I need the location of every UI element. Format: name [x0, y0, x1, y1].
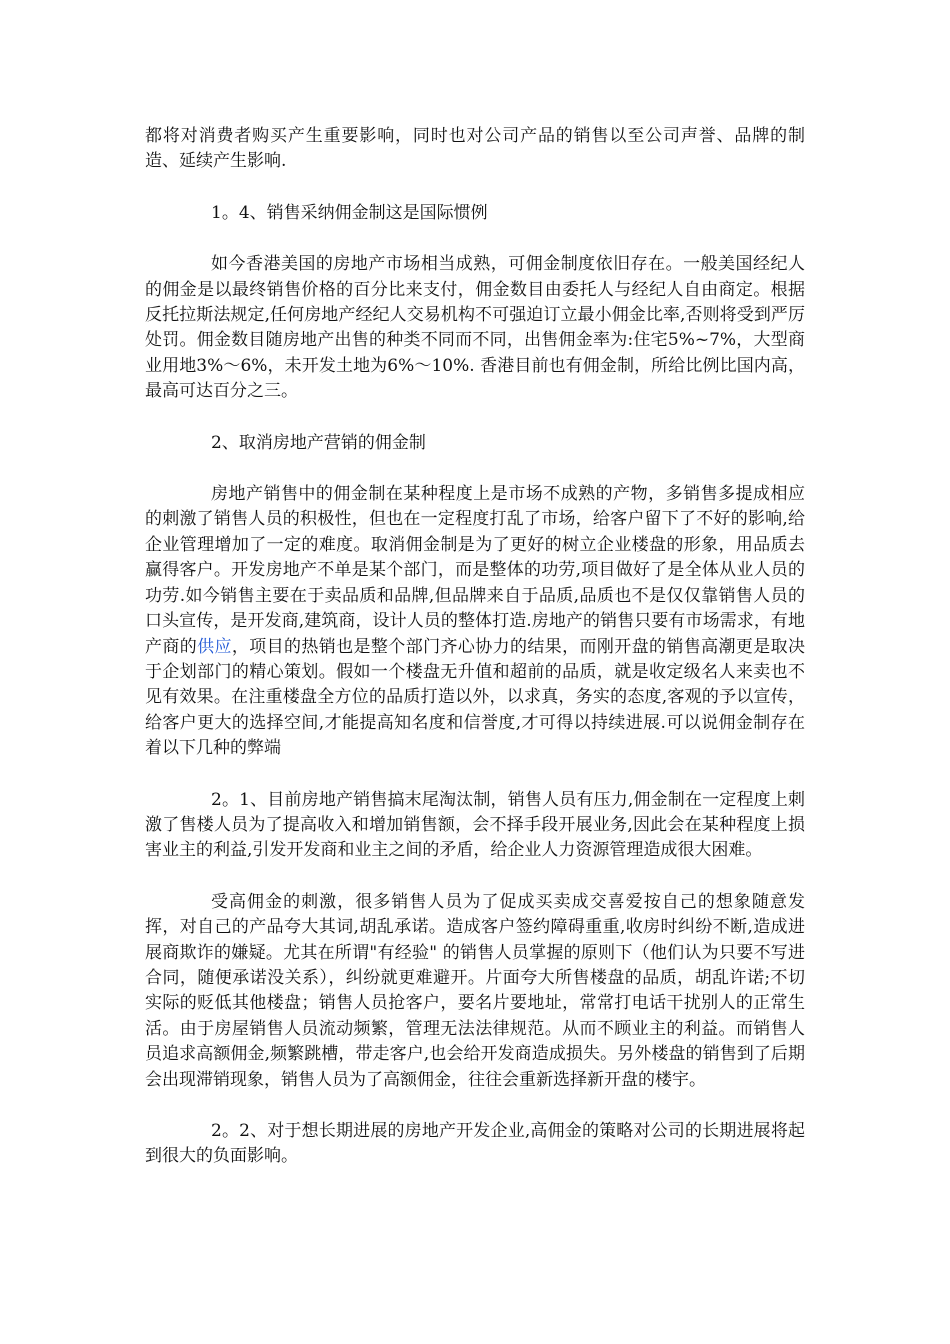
- paragraph-cancel-commission: [145, 482, 805, 761]
- paragraph-continuation: 都将对消费者购买产生重要影响，同时也对公司产品的销售以至公司声誉、品牌的制造、延续产生影响.: [145, 126, 805, 172]
- supply-link[interactable]: 供应: [197, 636, 232, 657]
- paragraph-text-part-1: 房地产销售中的佣金制在某种程度上是市场不成熟的产物，多销售多提成相应的刺激了销售人员的积极性，但也在一定程度打乱了市场，给客户留下了不好的影响,给企业管理增加了一定的难度。取消佣金制是为了更好的树立企业楼盘的形象，用品质去赢得客户。开发房地产不单是某个部门，而是整体的功劳,项目做好了是全体从业人员的功劳.如今销售主要在于卖品质和品牌,但品牌来自于品质,品质也不是仅仅靠销售人员的口头宣传，是开发商,建筑商，设计人员的整体打造.房地产的销售只要有市场需求，有地产商的: [145, 484, 805, 657]
- paragraph-2-2: 2。2、对于想长期进展的房地产开发企业,高佣金的策略对公司的长期进展将起到很大的负面影响。: [145, 1121, 805, 1167]
- paragraph-text-part-2: ，项目的热销也是整个部门齐心协力的结果，而刚开盘的销售高潮更是取决于企划部门的精心策划。假如一个楼盘无升值和超前的品质，就是收定级名人来卖也不见有效果。在注重楼盘全方位的品质打造以外，以求真，务实的态度,客观的予以宣传，给客户更大的选择空间,才能提高知名度和信誉度,才可得以持续进展.可以说佣金制存在着以下几种的弊端: [145, 636, 806, 759]
- paragraph-high-commission: 受高佣金的刺激，很多销售人员为了促成买卖成交喜爱按自己的想象随意发挥，对自己的产品夸大其词,胡乱承诺。造成客户签约障碍重重,收房时纠纷不断,造成进展商欺诈的嫌疑。尤其在所谓"有经验" 的销售人员掌握的原则下（他们认为只要不写进合同，随便承诺没关系），纠纷就更难避开。片面夸大所售楼盘的品质，胡乱许诺;不切实际的贬低其他楼盘；销售人员抢客户，要名片要地址，常常打电话干扰别人的正常生活。由于房屋销售人员流动频繁，管理无法法律规范。从而不顾业主的利益。而销售人员追求高额佣金,频繁跳槽，带走客户,也会给开发商造成损失。另外楼盘的销售到了后期会出现滞销现象，销售人员为了高额佣金，往往会重新选择新开盘的楼宇。: [145, 891, 805, 1090]
- document-page: [145, 124, 805, 1196]
- paragraph-commission-us-hk: 如今香港美国的房地产市场相当成熟，可佣金制度依旧存在。一般美国经纪人的佣金是以最终销售价格的百分比来支付，佣金数目由委托人与经纪人自由商定。根据反托拉斯法规定,任何房地产经纪人交易机构不可强迫订立最小佣金比率,否则将受到严厉处罚。佣金数目随房地产出售的种类不同而不同，出售佣金率为:住宅5%~7%，大型商业用地3%～6%，未开发土地为6%～10%. 香港目前也有佣金制，所给比例比国内高，最高可达百分之三。: [145, 254, 805, 402]
- section-heading-1-4: 1。4、销售采纳佣金制这是国际惯例: [211, 202, 488, 223]
- paragraph-2-1: 2。1、目前房地产销售搞末尾淘汰制，销售人员有压力,佣金制在一定程度上刺激了售楼人员为了提高收入和增加销售额，会不择手段开展业务,因此会在某种程度上损害业主的利益,引发开发商和业主之间的矛盾，给企业人力资源管理造成很大困难。: [145, 789, 805, 861]
- section-heading-2: 2、取消房地产营销的佣金制: [211, 432, 426, 453]
